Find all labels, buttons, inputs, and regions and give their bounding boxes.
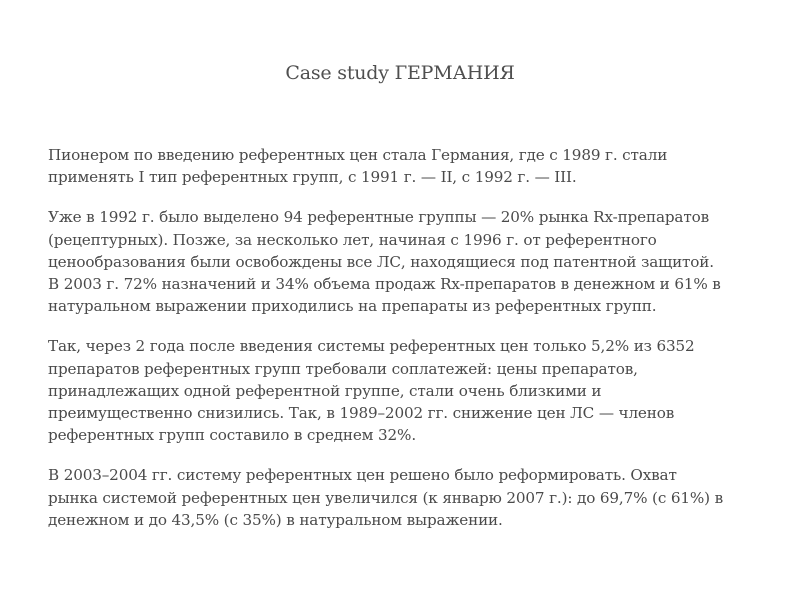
paragraph-line: применять I тип референтных групп, с 1991 г. — II, с 1992 г. — III.: [48, 168, 577, 187]
slide-body: [48, 144, 768, 549]
paragraph-line: Пионером по введению референтных цен стала Германия, где с 1989 г. стали: [48, 146, 668, 164]
paragraph-line: рынка системой референтных цен увеличился (к январю 2007 г.): до 69,7% (с 61%) в: [48, 488, 724, 507]
paragraph-4: [48, 464, 768, 531]
paragraph-2: [48, 206, 768, 317]
paragraph-line: референтных групп составило в среднем 32%.: [48, 426, 416, 445]
paragraph-line: В 2003 г. 72% назначений и 34% объема продаж Rx-препаратов в денежном и 61% в: [48, 275, 721, 294]
paragraph-line: принадлежащих одной референтной группе, стали очень близкими и: [48, 381, 602, 400]
paragraph-1: [48, 144, 768, 188]
paragraph-line: препаратов референтных групп требовали соплатежей: цены препаратов,: [48, 359, 638, 378]
paragraph-line: Так, через 2 года после введения системы референтных цен только 5,2% из 6352: [48, 337, 695, 356]
paragraph-line: В 2003–2004 гг. систему референтных цен решено было реформировать. Охват: [48, 466, 677, 485]
paragraph-line: ценообразования были освобождены все ЛС, находящиеся под патентной защитой.: [48, 252, 714, 271]
paragraph-line: преимущественно снизились. Так, в 1989–2002 гг. снижение цен ЛС — членов: [48, 404, 675, 423]
paragraph-3: [48, 335, 768, 446]
slide-title: Case study ГЕРМАНИЯ: [285, 62, 515, 84]
paragraph-line: натуральном выражении приходились на препараты из референтных групп.: [48, 297, 657, 316]
paragraph-line: Уже в 1992 г. было выделено 94 референтные группы — 20% рынка Rx-препаратов: [48, 208, 709, 227]
paragraph-line: денежном и до 43,5% (с 35%) в натуральном выражении.: [48, 510, 503, 529]
paragraph-line: (рецептурных). Позже, за несколько лет, начиная с 1996 г. от референтного: [48, 230, 657, 249]
